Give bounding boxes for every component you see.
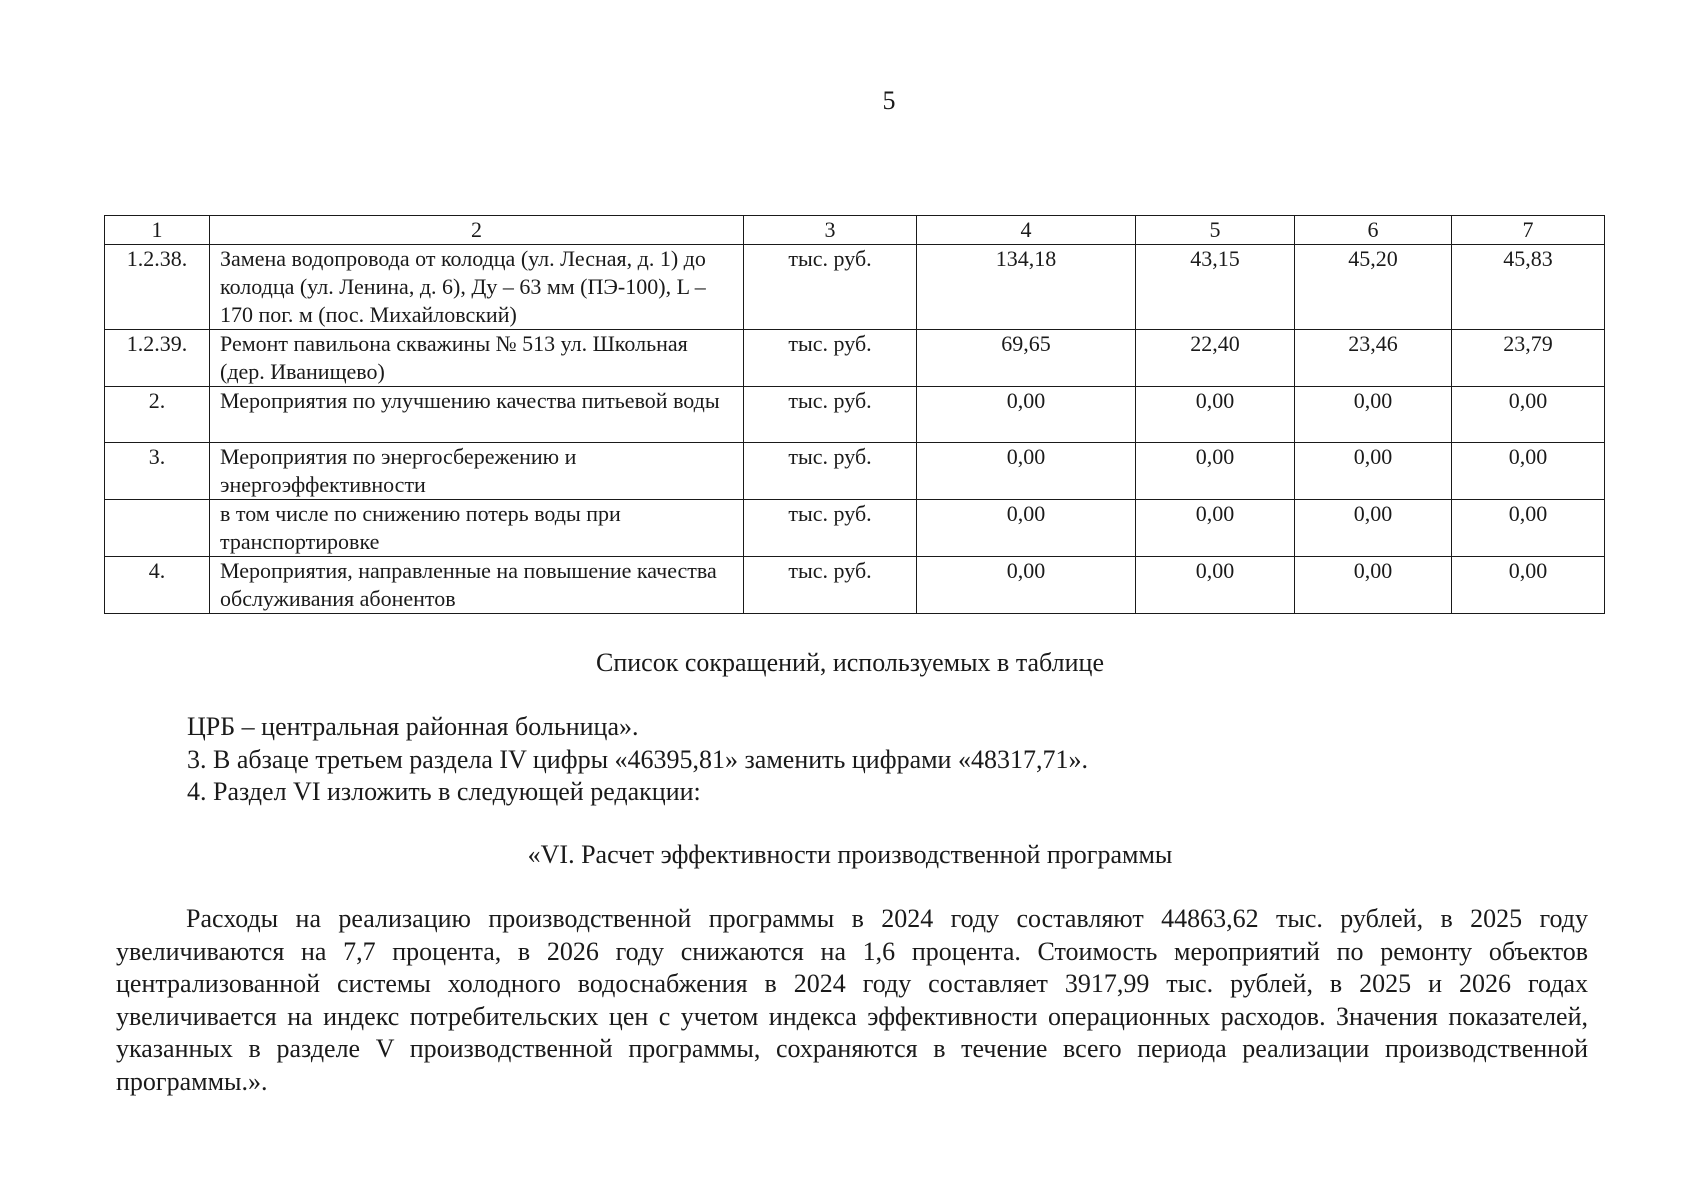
- row-value: 22,40: [1136, 330, 1295, 387]
- column-header: 5: [1136, 216, 1295, 245]
- row-value: 134,18: [917, 245, 1136, 330]
- row-value: 0,00: [1452, 387, 1605, 443]
- abbreviations-heading: Список сокращений, используемых в таблице: [596, 648, 1104, 677]
- row-number: 1.2.39.: [105, 330, 210, 387]
- column-header: 7: [1452, 216, 1605, 245]
- section-heading: «VI. Расчет эффективности производственной программы: [527, 840, 1173, 869]
- row-number: [105, 500, 210, 557]
- row-unit: тыс. руб.: [744, 330, 917, 387]
- row-unit: тыс. руб.: [744, 557, 917, 614]
- row-value: 0,00: [1452, 500, 1605, 557]
- amendment-item-4: 4. Раздел VI изложить в следующей редакции:: [187, 777, 701, 806]
- column-header: 3: [744, 216, 917, 245]
- row-number: 3.: [105, 443, 210, 500]
- row-number: 2.: [105, 387, 210, 443]
- row-value: 23,79: [1452, 330, 1605, 387]
- amendment-item-3: 3. В абзаце третьем раздела IV цифры «46395,81» заменить цифрами «48317,71».: [187, 745, 1088, 774]
- table-row: [105, 557, 1605, 614]
- row-value: 0,00: [1136, 387, 1295, 443]
- row-activity: Мероприятия по улучшению качества питьевой воды: [210, 387, 744, 443]
- row-unit: тыс. руб.: [744, 245, 917, 330]
- row-value: 45,83: [1452, 245, 1605, 330]
- abbreviation-line: ЦРБ – центральная районная больница».: [187, 712, 639, 741]
- column-header: 4: [917, 216, 1136, 245]
- row-value: 0,00: [1452, 443, 1605, 500]
- row-value: 0,00: [1452, 557, 1605, 614]
- row-unit: тыс. руб.: [744, 500, 917, 557]
- row-number: 1.2.38.: [105, 245, 210, 330]
- row-value: 43,15: [1136, 245, 1295, 330]
- expenses-table: [104, 215, 1605, 614]
- table-row: [105, 387, 1605, 443]
- row-value: 0,00: [1295, 443, 1452, 500]
- page-number: 5: [882, 86, 896, 115]
- table-row: [105, 245, 1605, 330]
- row-number: 4.: [105, 557, 210, 614]
- row-value: 69,65: [917, 330, 1136, 387]
- row-activity: Мероприятия по энергосбережению и энергоэффективности: [210, 443, 744, 500]
- row-value: 45,20: [1295, 245, 1452, 330]
- row-unit: тыс. руб.: [744, 387, 917, 443]
- table-row: [105, 443, 1605, 500]
- column-header: 1: [105, 216, 210, 245]
- table-row: [105, 500, 1605, 557]
- row-value: 0,00: [917, 500, 1136, 557]
- column-header: 2: [210, 216, 744, 245]
- row-unit: тыс. руб.: [744, 443, 917, 500]
- row-value: 0,00: [917, 443, 1136, 500]
- row-activity: Замена водопровода от колодца (ул. Лесная, д. 1) до колодца (ул. Ленина, д. 6), Ду – 63 мм (ПЭ-100), L – 170 пог. м (пос. Михайловский): [210, 245, 744, 330]
- row-activity: в том числе по снижению потерь воды при транспортировке: [210, 500, 744, 557]
- row-value: 0,00: [1136, 443, 1295, 500]
- row-value: 23,46: [1295, 330, 1452, 387]
- row-value: 0,00: [1136, 500, 1295, 557]
- row-value: 0,00: [1295, 500, 1452, 557]
- column-header: 6: [1295, 216, 1452, 245]
- row-activity: Мероприятия, направленные на повышение качества обслуживания абонентов: [210, 557, 744, 614]
- row-value: 0,00: [1295, 557, 1452, 614]
- row-value: 0,00: [1295, 387, 1452, 443]
- row-value: 0,00: [917, 387, 1136, 443]
- row-activity: Ремонт павильона скважины № 513 ул. Школьная (дер. Иванищево): [210, 330, 744, 387]
- table-header-row: [105, 216, 1605, 245]
- table-row: [105, 330, 1605, 387]
- row-value: 0,00: [1136, 557, 1295, 614]
- section-body-paragraph: Расходы на реализацию производственной программы в 2024 году составляют 44863,62 тыс. рублей, в 2025 году увеличиваются на 7,7 процента, в 2026 году снижаются на 1,6 процента. Стоимость мероприятий по ремонту объектов централизованной системы холодного водоснабжения в 2024 году составляет 3917,99 тыс. рублей, в 2025 и 2026 годах увеличивается на индекс потребительских цен с учетом индекса эффективности операционных расходов. Значения показателей, указанных в разделе V производственной программы, сохраняются в течение всего периода реализации производственной программы.».: [116, 904, 1588, 1096]
- row-value: 0,00: [917, 557, 1136, 614]
